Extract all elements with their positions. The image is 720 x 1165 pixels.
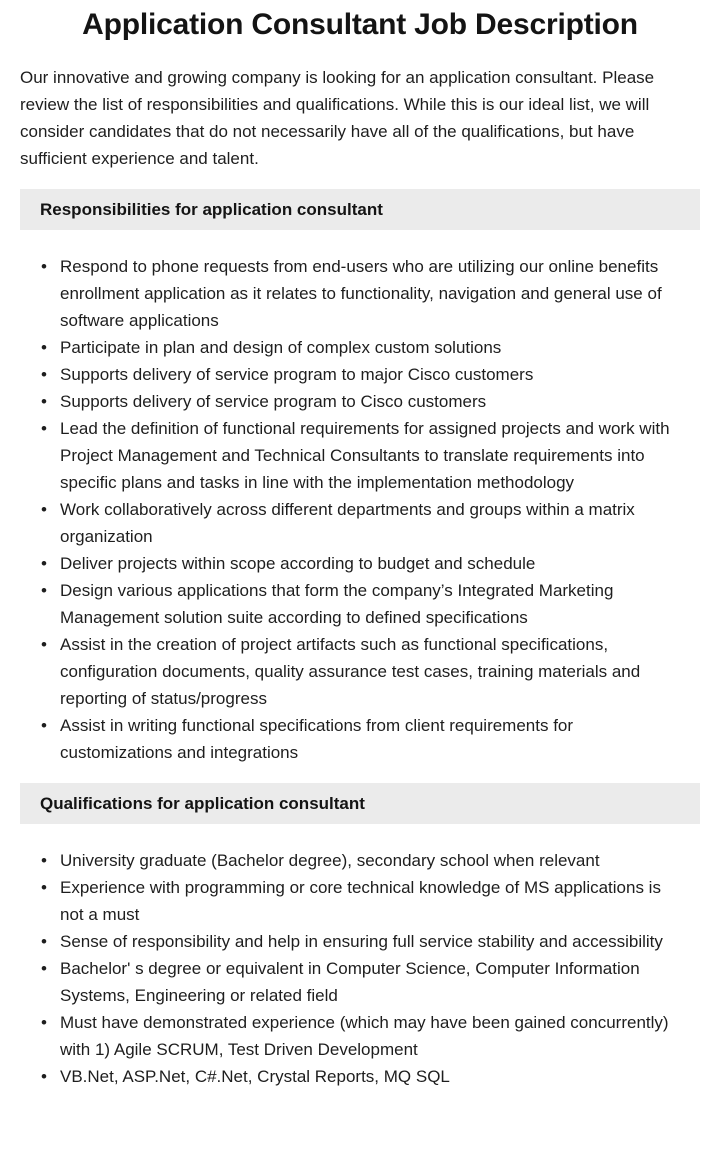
list-item: • Experience with programming or core technical knowledge of MS applications is not a must [20, 874, 700, 928]
responsibilities-list [20, 253, 700, 766]
list-item: • Sense of responsibility and help in ensuring full service stability and accessibility [20, 928, 700, 955]
section-header-qualifications [20, 783, 700, 824]
list-item: • Supports delivery of service program to major Cisco customers [20, 361, 700, 388]
section-header-responsibilities [20, 189, 700, 230]
section-heading-text: Responsibilities for application consultant [40, 199, 383, 219]
list-item: • Lead the definition of functional requirements for assigned projects and work with Project Management and Technical Consultants to translate requirements into specific plans and tasks in line with the implementation methodology [20, 415, 700, 496]
section-heading-text: Qualifications for application consultant [40, 793, 365, 813]
qualifications-list [20, 847, 700, 1090]
list-item: • Participate in plan and design of complex custom solutions [20, 334, 700, 361]
list-item: • Respond to phone requests from end-users who are utilizing our online benefits enrollment application as it relates to functionality, navigation and general use of software applications [20, 253, 700, 334]
list-item: • Must have demonstrated experience (which may have been gained concurrently) with 1) Agile SCRUM, Test Driven Development [20, 1009, 700, 1063]
page-title: Application Consultant Job Description [82, 8, 638, 41]
list-item: • Assist in the creation of project artifacts such as functional specifications, configuration documents, quality assurance test cases, training materials and reporting of status/progress [20, 631, 700, 712]
list-item: • Supports delivery of service program to Cisco customers [20, 388, 700, 415]
list-item: • VB.Net, ASP.Net, C#.Net, Crystal Reports, MQ SQL [20, 1063, 700, 1090]
list-item: • Assist in writing functional specifications from client requirements for customizations and integrations [20, 712, 700, 766]
list-item: • Work collaboratively across different departments and groups within a matrix organization [20, 496, 700, 550]
intro-paragraph: Our innovative and growing company is looking for an application consultant. Please review the list of responsibilities and qualifications. While this is our ideal list, we will consider candidates that do not necessarily have all of the qualifications, but have sufficient experience and talent. [20, 68, 655, 168]
list-item: • University graduate (Bachelor degree), secondary school when relevant [20, 847, 700, 874]
list-item: • Design various applications that form the company’s Integrated Marketing Management solution suite according to defined specifications [20, 577, 700, 631]
list-item: • Bachelor' s degree or equivalent in Computer Science, Computer Information Systems, Engineering or related field [20, 955, 700, 1009]
list-item: • Deliver projects within scope according to budget and schedule [20, 550, 700, 577]
